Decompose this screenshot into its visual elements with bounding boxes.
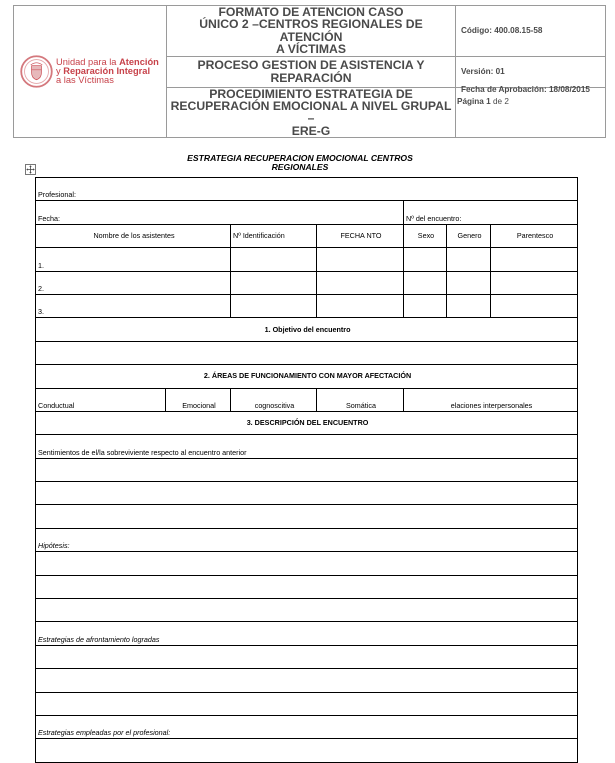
row-number: 2.: [38, 283, 44, 293]
hipotesis-label-cell: [36, 528, 578, 551]
form-title-line: ESTRATEGIA RECUPERACION EMOCIONAL CENTROS: [187, 153, 413, 163]
version-value: 01: [495, 67, 505, 77]
attendee-name-cell[interactable]: [36, 248, 231, 271]
format-title-line: FORMATO DE ATENCION CASO: [218, 5, 404, 19]
attendee-gender-cell[interactable]: [447, 294, 491, 317]
page-number: 1: [486, 97, 491, 106]
approval-value: 18/08/2015: [548, 84, 590, 94]
recovery-form-table: [35, 177, 578, 763]
fecha-label: Fecha:: [38, 213, 60, 223]
attendee-name-cell[interactable]: [36, 294, 231, 317]
logo-line1: Unidad para la: [56, 56, 120, 67]
page-of: de: [492, 97, 503, 106]
area-conductual[interactable]: Conductual: [36, 388, 166, 411]
profesional-strategies-field[interactable]: [36, 739, 578, 762]
logo-cell: [14, 6, 167, 138]
afrontamiento-field[interactable]: [36, 645, 578, 668]
version-label: Versión:: [461, 67, 494, 77]
attendee-gender-cell[interactable]: [447, 248, 491, 271]
encuentro-number-field[interactable]: [404, 201, 578, 224]
attendees-header-row: [36, 224, 578, 247]
section-descripcion-heading: 3. DESCRIPCIÓN DEL ENCUENTRO: [36, 411, 578, 434]
attendee-relationship-cell[interactable]: [491, 248, 578, 271]
profesional-strategies-label-cell: [36, 715, 578, 738]
hipotesis-field[interactable]: [36, 575, 578, 598]
table-row: [36, 271, 578, 294]
attendee-sex-cell[interactable]: [404, 271, 447, 294]
sentimientos-label-cell: [36, 435, 578, 458]
page-total: 2: [504, 97, 509, 106]
area-cognoscitiva[interactable]: cognoscitiva: [231, 388, 317, 411]
sentimientos-field[interactable]: [36, 505, 578, 528]
sentimientos-field[interactable]: [36, 458, 578, 481]
table-move-handle-icon[interactable]: [25, 164, 36, 175]
format-title-line: A VÍCTIMAS: [276, 42, 346, 57]
approval-and-page-cell: [456, 84, 606, 138]
attendee-id-cell[interactable]: [231, 271, 317, 294]
sentimientos-label: Sentimientos de el/la sobreviviente respecto al encuentro anterior: [38, 447, 247, 457]
table-row: [36, 294, 578, 317]
column-header: Nº Identificación: [231, 224, 317, 247]
logo-line2-strong: Reparación Integral: [63, 66, 151, 77]
process-title: [167, 56, 456, 87]
section-areas-heading: 2. ÁREAS DE FUNCIONAMIENTO CON MAYOR AFECTACIÓN: [36, 365, 578, 388]
hipotesis-field[interactable]: [36, 552, 578, 575]
attendee-birthdate-cell[interactable]: [317, 271, 404, 294]
code-cell: [456, 6, 606, 57]
document-header: [13, 5, 606, 138]
column-header: Parentesco: [491, 224, 578, 247]
unidad-victimas-logo: [14, 55, 166, 88]
objetivo-field[interactable]: [36, 341, 578, 364]
sentimientos-field[interactable]: [36, 482, 578, 505]
logo-line3: a las Víctimas: [56, 75, 114, 86]
process-title-line: PROCESO GESTION DE ASISTENCIA Y: [197, 58, 425, 73]
profesional-label: Profesional:: [38, 190, 76, 200]
attendee-id-cell[interactable]: [231, 294, 317, 317]
column-header: FECHA NTO: [317, 224, 404, 247]
column-header: Sexo: [404, 224, 447, 247]
attendee-relationship-cell[interactable]: [491, 294, 578, 317]
format-title: [167, 6, 456, 57]
area-emocional[interactable]: Emocional: [166, 388, 231, 411]
row-number: 1.: [38, 260, 44, 270]
logo-wordmark: [56, 58, 159, 86]
hipotesis-field[interactable]: [36, 599, 578, 622]
column-header: Genero: [447, 224, 491, 247]
format-title-line: ÚNICO 2 –CENTROS REGIONALES DE ATENCIÓN: [199, 17, 423, 44]
encuentro-label: Nº del encuentro:: [406, 213, 462, 223]
form-title-line: REGIONALES: [271, 162, 329, 172]
procedure-title-line: PROCEDIMIENTO ESTRATEGIA DE: [209, 86, 413, 101]
area-somatica[interactable]: Somática: [317, 388, 404, 411]
section-objetivo-heading: 1. Objetivo del encuentro: [36, 318, 578, 341]
column-header: Nombre de los asistentes: [36, 224, 231, 247]
page-label: Página: [457, 97, 484, 106]
attendee-birthdate-cell[interactable]: [317, 294, 404, 317]
afrontamiento-field[interactable]: [36, 692, 578, 715]
areas-row: [36, 388, 578, 411]
logo-line1-strong: Atención: [119, 56, 159, 67]
table-row: [36, 248, 578, 271]
form-title: [150, 154, 450, 172]
attendee-gender-cell[interactable]: [447, 271, 491, 294]
attendee-relationship-cell[interactable]: [491, 271, 578, 294]
page-counter: [457, 97, 509, 106]
afrontamiento-field[interactable]: [36, 669, 578, 692]
profesional-field[interactable]: [36, 178, 578, 201]
attendee-birthdate-cell[interactable]: [317, 248, 404, 271]
attendee-name-cell[interactable]: [36, 271, 231, 294]
afrontamiento-label: Estrategias de afrontamiento logradas: [38, 634, 160, 644]
area-relaciones-interpersonales[interactable]: elaciones interpersonales: [404, 388, 578, 411]
logo-line2: y: [56, 66, 64, 77]
procedure-title: [167, 87, 456, 138]
version-cell: [456, 56, 606, 87]
code-label: Código:: [461, 26, 492, 36]
code-value: 400.08.15-58: [494, 26, 543, 36]
approval-date: [461, 85, 605, 94]
profesional-strategies-label: Estrategias empleadas por el profesional:: [38, 728, 171, 738]
procedure-title-line: ERE-G: [291, 123, 331, 138]
fecha-field[interactable]: [36, 201, 404, 224]
approval-label: Fecha de Aprobación:: [461, 84, 547, 94]
attendee-id-cell[interactable]: [231, 248, 317, 271]
attendee-sex-cell[interactable]: [404, 248, 447, 271]
row-number: 3.: [38, 307, 44, 317]
coat-of-arms-icon: [20, 55, 53, 88]
process-title-line: REPARACIÓN: [270, 70, 352, 85]
procedure-title-line: RECUPERACIÓN EMOCIONAL A NIVEL GRUPAL –: [170, 99, 452, 126]
attendee-sex-cell[interactable]: [404, 294, 447, 317]
afrontamiento-label-cell: [36, 622, 578, 645]
hipotesis-label: Hipótesis:: [38, 541, 70, 551]
